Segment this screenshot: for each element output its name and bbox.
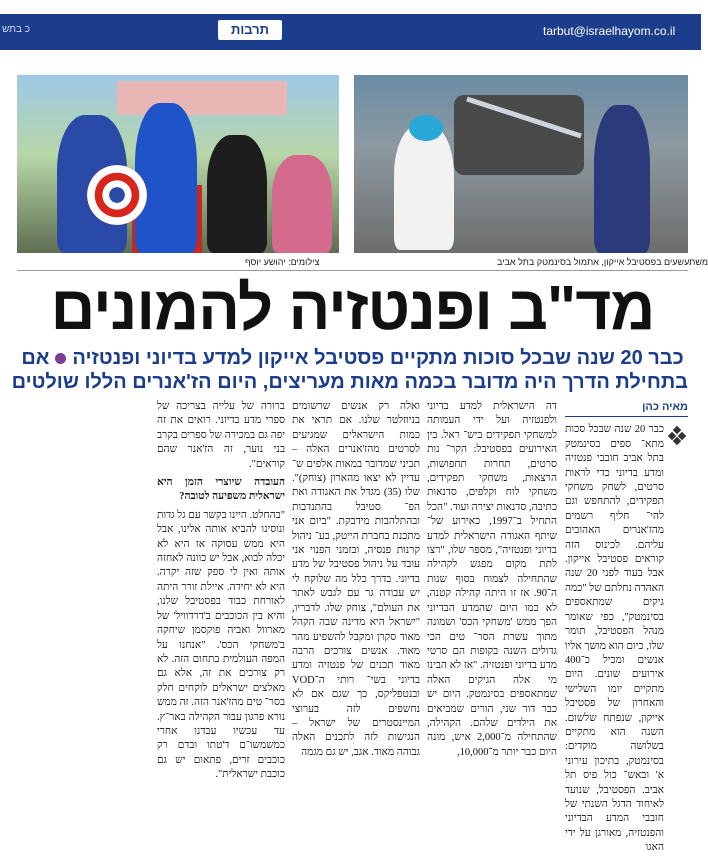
article-text-1: כבר 20 שנה שבכל סכות מתא־ ספים בסינמטק בתל אביב חובבי פנטזיה ומדע בדיוני כדי לראות סרטים, לשחק משחקי תפקידים, להתחפש וגם להי־ חליף רשמים מהז'אנרים האהובים עליהם. לכינוס הזה קוראים פסטיבל אייקון. אבל בעוד לפני 20 שנה האהדה נחלתם של "כמה גיקים שמתאספים בסינמטק", כפי שאומר מנהל הפסטיבל, תומר שלו, כיום הוא מושך אליו אנשים ומכיל כ־400 אירועים שונים. היום מתקיים יומו השלישי והאחרון של פסטיבל אייקון, שנפתח שלשום. השנה הוא מתקיים בשלושה מוקדים: בסינמטק, בתיכון עירוני א' ובאש־ כול פיס תל אביב. הפסטיבל, שנועד לאיחוד הדגל השנתי של חובבי המדע הבדיוני והפנטזיה, מאורגן על ידי האגו [565, 424, 665, 854]
article-column-3 [292, 400, 421, 758]
page-header [0, 0, 701, 60]
article-column-4 [157, 400, 285, 781]
visitor-figure [272, 155, 332, 253]
tent-shape [117, 81, 287, 115]
article-text-3: ואלה רק אנשים שרשומים בניוזלטר שלנו. אם תראי את כמות הישראלים שמגיעים לסרטים מהז'אנרים האלה – תביני שמדובר במאות אלפים ש־ עדיין לא יצאו מהארון (צוחק)". שלו (35) מגדל את האגודה ואת הפ־ סטיבל בהתנדבות ובהתלהבות מידבקת. "ביום אני מתכנת בחברת הייטק, בע־ ניהול קרנות פנסיה, ובזמני הפנוי אני עובד על ניהול פסטיבל של מדע בדיוני. בדרך כלל מה שלוקח לי יש עבודה גר עם לגבש לאתר את העולם", צוחק שלו. לדבריו, "ישראל היא מדינה שבה הקהל מאוד סקרן ומקבל להשפיע מהר מאוד. אנשים צורכים הרבה מאוד תכנים של פנטזיה ומדע בדיוני בשי־ רותי ה־VOD ובנטפליקס, כך שגם אם לא נחשפים לזה בערוצי המיינסטרים של ישראל – הנגישות לזה לתכנים האלה גבוהה מאוד. אגב, יש גם מגמה [292, 401, 421, 758]
header-date: כ בתש [2, 24, 31, 35]
article-text-4b: "בהחלט. היינו בקשר עם גל גדות ונוסינו להביא אותה אלינו, אבל היא ממש עסוקה אז היא לא יכלה לבוא, אבל יש כוונה לאחזה אותה ואין לי ספק שזה יקרה. היא לא יחידה. איילת זורר היתה לאורחת כבוד בפסטיבל שלנו, והיא בין הכוכבים ב'דרדוויל' של מארוול ואביה פוקסמן שיחקה ב'משחקי הכס'. "אנחנו על המפה העולמית בתחום הזה. לא רק צורכים את זה, אלא גם מאלצים ישראלים לוקחים חלק בסר־ טים מהז'אנר הזה. זה ממש נורא פרגון עבור הקהילה באר־ץ. עד עכשיו עבדנו אחרי כמשמשו־ם ד'טתו ובדם רק כוכבים זרים, פתאום יש גם כוכבת ישראלית". [157, 509, 285, 781]
divider [17, 270, 688, 271]
diamond-bullet-icon [668, 426, 688, 446]
author-byline: מאיה כהן [565, 400, 688, 417]
fighter-right [594, 105, 650, 253]
article-text-2: דה הישראלית למדע בדיוני ולפנטזיה ועל ידי העמותה למשחקי תפקידים ביש־ ראל. בין האירועים בפסטיבל: הקר־ נות סרטים, תחרות תחפושות, הרצאות, משחקי תפקידים, משחקי לוח וקלפים, סדנאות כתיבה, סדנאות יצירה ועוד. "הכל התחיל ב־1997, כאירוע של־ שיתף האגודה הישראלית למדע בדיוני ופנטזיה", מספר שלו, "רצו לתת מקום מפגש לקהילה שהתחילה לצמוח בסוף שנות ה־90. אז זו היתה קהילה קטנה, לא כמו היום שהמדע הבדיוני הפך ממש 'משחקי הכס' ושמונה מתוך עשרת הסר־ טים הכי גדולים השנה בקופות הם סרטי מדע בדיוני ופנטזיה. "אז לא הבינו מי אלה הגיקים האלה שמתאספים בסינמטק. היום יש כבר דור שני, הורים שמביאים את הילדים שלהם. הקהילה, שהתחילה מ־2,000 איש, מונה היום כבר יותר מ־10,000, [427, 401, 557, 758]
bullet-icon [55, 353, 66, 364]
article-text-4: ברורה של עלייה בצריכה של ספרי מדע בדיוני. רואים את זה יפה גם במכירה של ספרים בקרב בני נוער, זה הז'אנר שהם קוראים". [157, 401, 285, 470]
cosplay-photo [17, 75, 339, 253]
subhead-text-1: כבר 20 שנה שבכל סוכות מתקיים פסטיבל אייקון למדע בדיוני ופנטזיה [72, 347, 684, 369]
section-label: תרבות [218, 20, 282, 40]
batgirl-costume [207, 135, 267, 253]
fighter-left [394, 125, 454, 250]
subhead-text-1-end: אם [21, 347, 50, 369]
article-column-2 [427, 400, 557, 758]
photo-credit: צילומים: יהושע יוסף [245, 257, 320, 267]
article-body [17, 400, 688, 854]
sword-fight-photo [354, 75, 688, 253]
crowd-shape [454, 95, 584, 175]
headline: מד"ב ופנטזיה להמונים [50, 274, 655, 343]
shield-prop [87, 165, 147, 225]
blue-wig [409, 115, 443, 141]
subhead-line-1 [17, 346, 688, 370]
header-email: tarbut@israelhayom.co.il [543, 24, 676, 38]
article-column-1 [565, 400, 688, 854]
photo-caption: משתעשעים בפסטיבל אייקון, אתמול בסינמטק בתל אביב [497, 257, 708, 267]
subhead-line-2: בתחילת הדרך היה מדובר בכמה מאות מעריצים, היום הז'אנרים הללו שולטים [11, 371, 688, 393]
superman-costume [135, 103, 197, 253]
article-subheading: העובדה שיוצרי הזמן היא ישראלית משפיעה לטובה? [157, 477, 285, 503]
article-column-5 [17, 400, 150, 690]
